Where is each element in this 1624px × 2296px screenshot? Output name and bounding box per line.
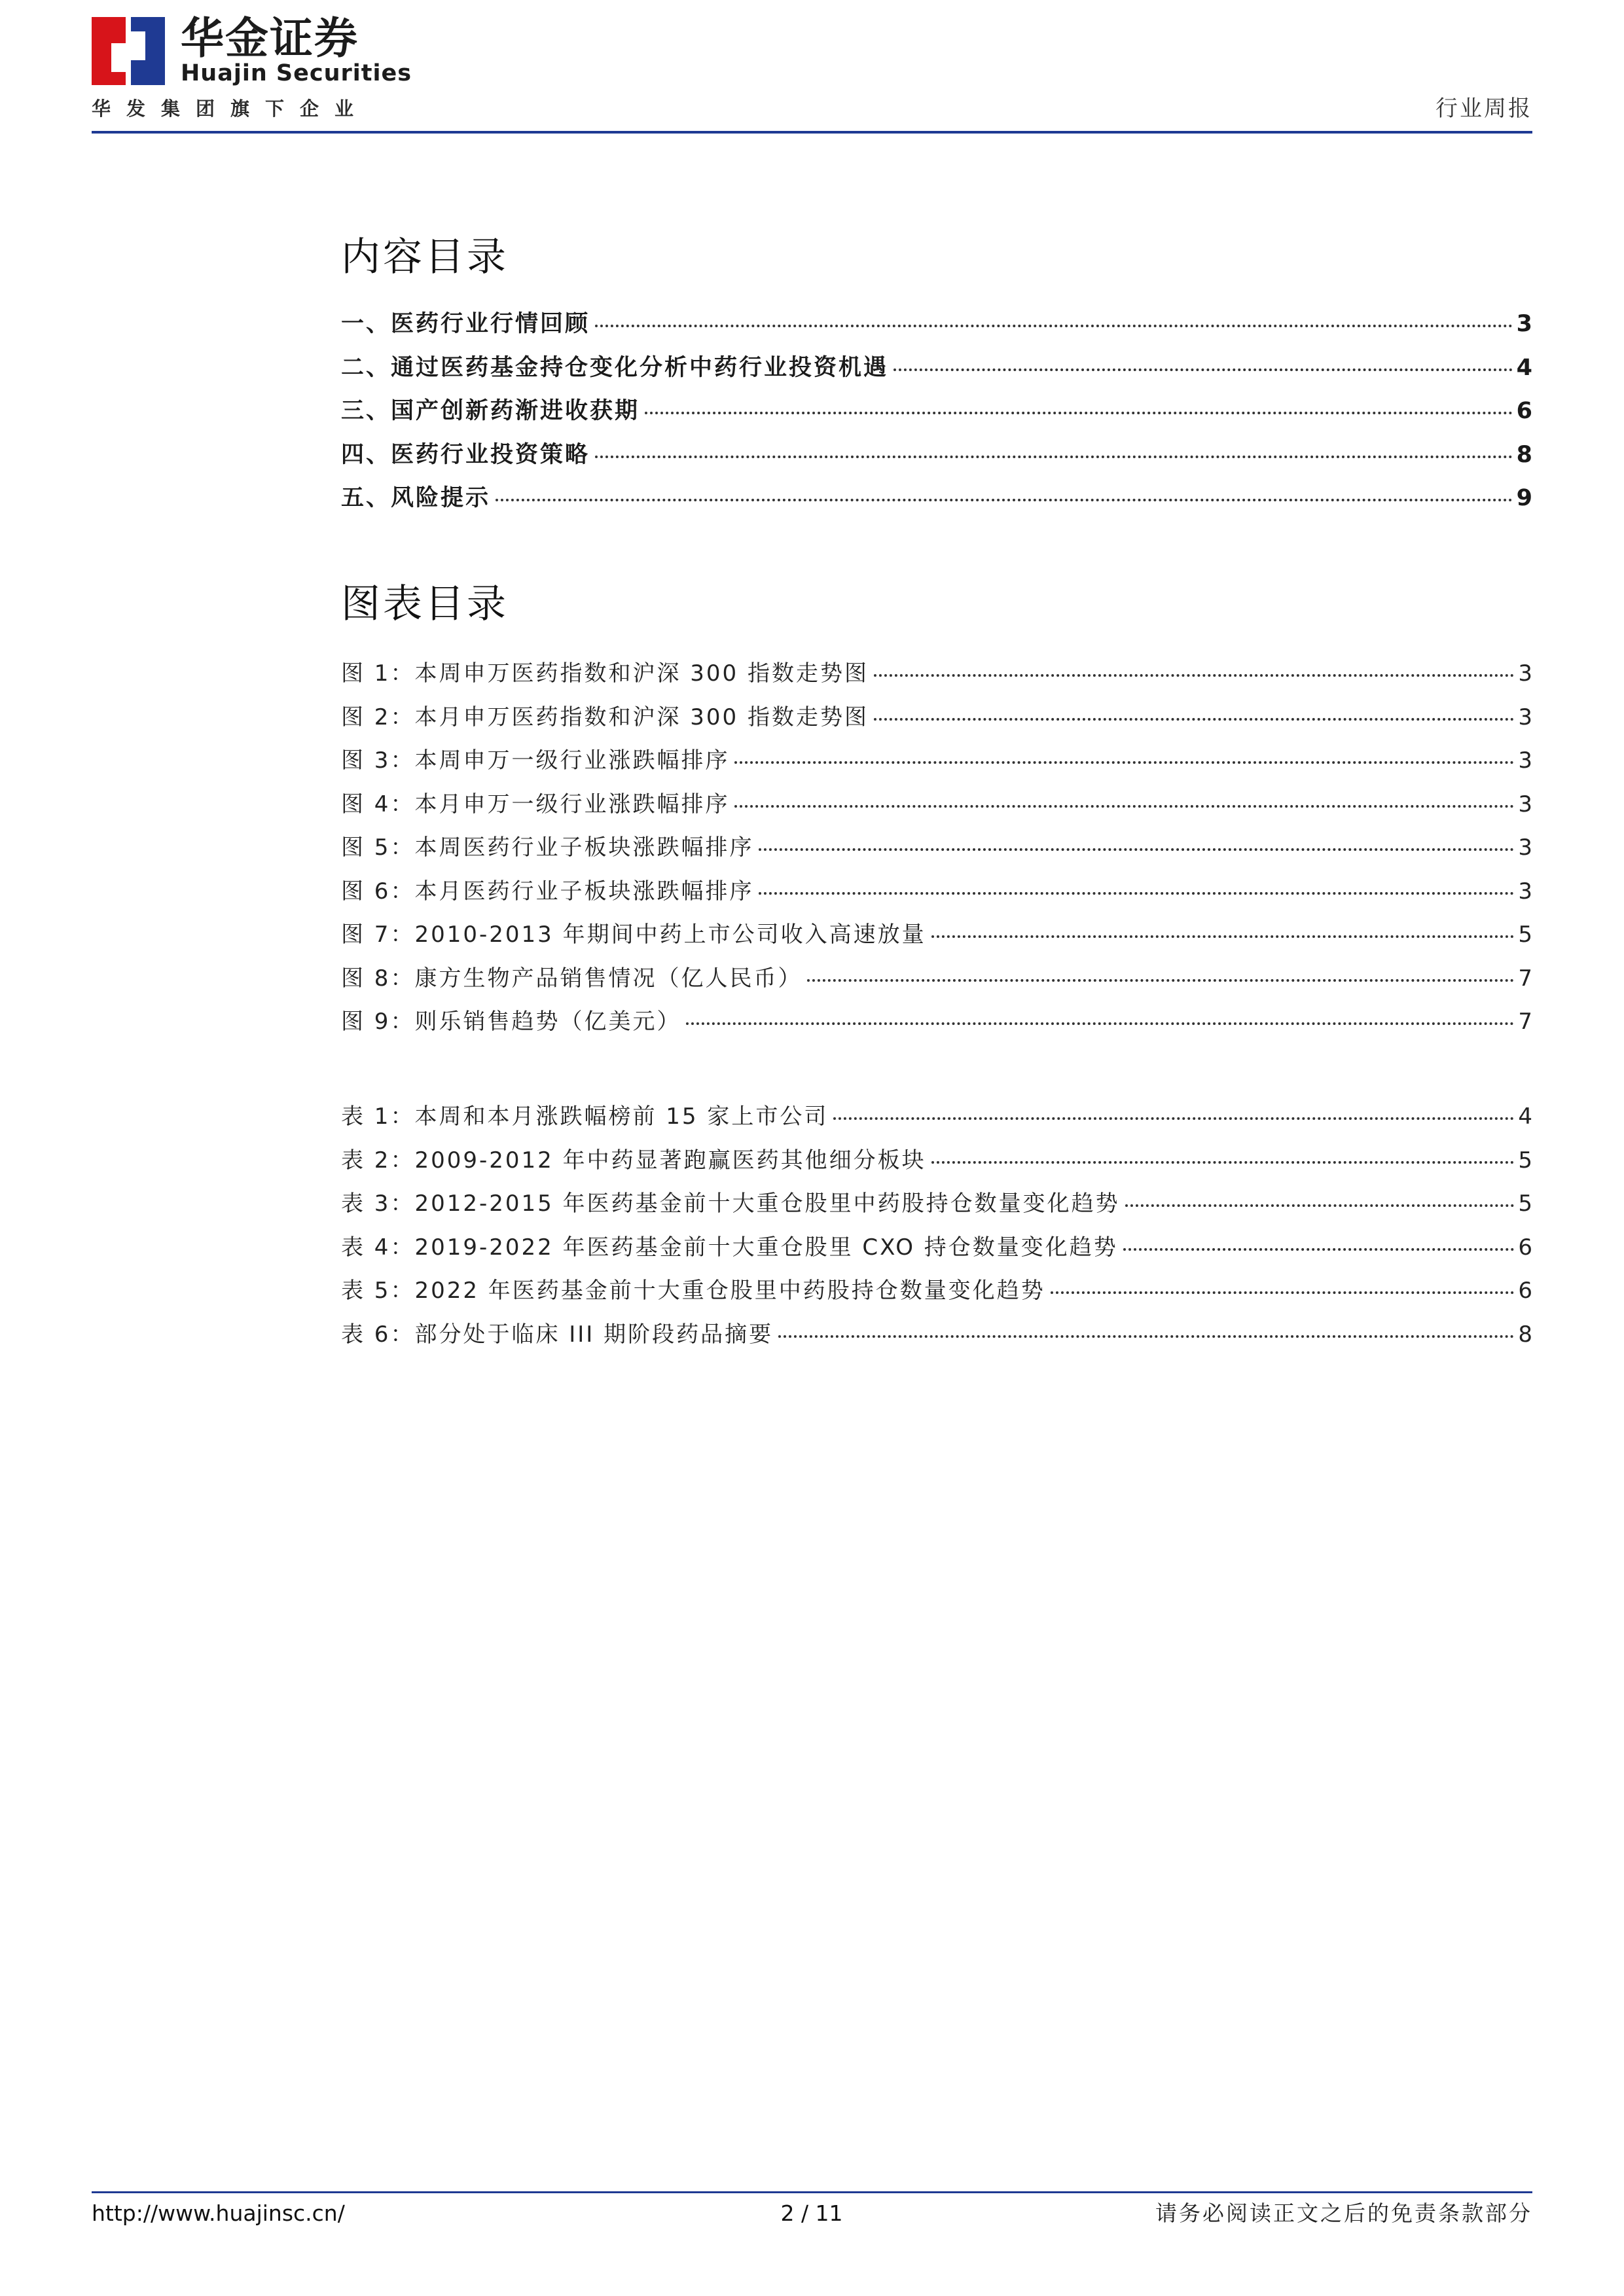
dot-leader bbox=[734, 805, 1514, 808]
figure-entry[interactable] bbox=[341, 701, 1532, 745]
huajin-logo-icon bbox=[92, 17, 165, 85]
footer-url-link[interactable]: http://www.huajinsc.cn/ bbox=[92, 2200, 345, 2226]
dot-leader bbox=[595, 456, 1513, 458]
figure-entry[interactable] bbox=[341, 875, 1532, 919]
entry-label[interactable]: 图 6：本月医药行业子板块涨跌幅排序 bbox=[341, 878, 754, 905]
toc-entry[interactable] bbox=[341, 482, 1532, 526]
entry-label[interactable]: 图 3：本周申万一级行业涨跌幅排序 bbox=[341, 747, 730, 774]
figure-entry[interactable] bbox=[341, 918, 1532, 962]
entry-page-number[interactable]: 3 bbox=[1518, 660, 1532, 687]
entry-page-number[interactable]: 9 bbox=[1516, 485, 1532, 511]
brand-name-en: Huajin Securities bbox=[181, 60, 412, 86]
figure-entry[interactable] bbox=[341, 962, 1532, 1006]
table-entry[interactable] bbox=[341, 1144, 1532, 1188]
entry-label[interactable]: 四、医药行业投资策略 bbox=[341, 441, 590, 468]
dot-leader bbox=[874, 718, 1514, 721]
table-entry[interactable] bbox=[341, 1100, 1532, 1144]
table-entry[interactable] bbox=[341, 1318, 1532, 1362]
entry-label[interactable]: 图 9：则乐销售趋势（亿美元） bbox=[341, 1009, 681, 1035]
dot-leader bbox=[595, 325, 1513, 327]
dot-leader bbox=[931, 935, 1515, 938]
figures-title: 图表目录 bbox=[341, 581, 509, 627]
toc-entry[interactable] bbox=[341, 395, 1532, 439]
entry-page-number[interactable]: 5 bbox=[1518, 1191, 1532, 1217]
entry-label[interactable]: 图 5：本周医药行业子板块涨跌幅排序 bbox=[341, 834, 754, 861]
figure-entry[interactable] bbox=[341, 744, 1532, 788]
entry-page-number[interactable]: 3 bbox=[1518, 747, 1532, 774]
dot-leader bbox=[778, 1335, 1514, 1338]
dot-leader bbox=[893, 368, 1513, 371]
table-entry[interactable] bbox=[341, 1187, 1532, 1231]
header-divider bbox=[92, 131, 1532, 134]
entry-label[interactable]: 一、医药行业行情回顾 bbox=[341, 311, 590, 337]
entry-page-number[interactable]: 3 bbox=[1518, 791, 1532, 817]
entry-label[interactable]: 表 6：部分处于临床 III 期阶段药品摘要 bbox=[341, 1321, 774, 1348]
dot-leader bbox=[1051, 1291, 1515, 1294]
figures-list bbox=[341, 657, 1532, 1049]
dot-leader bbox=[759, 848, 1514, 851]
tables-list bbox=[341, 1100, 1532, 1361]
entry-page-number[interactable]: 7 bbox=[1518, 1009, 1532, 1035]
footer-divider bbox=[92, 2191, 1532, 2193]
entry-label[interactable]: 图 2：本月申万医药指数和沪深 300 指数走势图 bbox=[341, 704, 869, 730]
dot-leader bbox=[833, 1117, 1514, 1120]
dot-leader bbox=[734, 761, 1514, 764]
entry-page-number[interactable]: 3 bbox=[1518, 878, 1532, 905]
entry-page-number[interactable]: 5 bbox=[1518, 922, 1532, 948]
entry-page-number[interactable]: 3 bbox=[1518, 834, 1532, 861]
dot-leader bbox=[931, 1161, 1515, 1164]
dot-leader bbox=[1125, 1204, 1515, 1207]
entry-page-number[interactable]: 5 bbox=[1518, 1147, 1532, 1174]
page-number: 2 / 11 bbox=[780, 2200, 843, 2226]
figure-entry[interactable] bbox=[341, 831, 1532, 875]
entry-page-number[interactable]: 7 bbox=[1518, 965, 1532, 992]
entry-page-number[interactable]: 4 bbox=[1518, 1103, 1532, 1130]
entry-page-number[interactable]: 3 bbox=[1516, 311, 1532, 337]
toc-entry[interactable] bbox=[341, 351, 1532, 395]
toc-list bbox=[341, 308, 1532, 526]
dot-leader bbox=[759, 892, 1514, 895]
entry-label[interactable]: 表 1：本周和本月涨跌幅榜前 15 家上市公司 bbox=[341, 1103, 829, 1130]
figure-entry[interactable] bbox=[341, 788, 1532, 832]
entry-page-number[interactable]: 8 bbox=[1518, 1321, 1532, 1348]
entry-label[interactable]: 表 4：2019-2022 年医药基金前十大重仓股里 CXO 持仓数量变化趋势 bbox=[341, 1234, 1118, 1261]
entry-page-number[interactable]: 6 bbox=[1518, 1278, 1532, 1304]
entry-label[interactable]: 表 5：2022 年医药基金前十大重仓股里中药股持仓数量变化趋势 bbox=[341, 1278, 1045, 1304]
dot-leader bbox=[686, 1022, 1514, 1025]
table-entry[interactable] bbox=[341, 1274, 1532, 1318]
entry-label[interactable]: 表 3：2012-2015 年医药基金前十大重仓股里中药股持仓数量变化趋势 bbox=[341, 1191, 1120, 1217]
figure-entry[interactable] bbox=[341, 1005, 1532, 1049]
dot-leader bbox=[874, 674, 1514, 677]
toc-title: 内容目录 bbox=[341, 234, 509, 280]
entry-label[interactable]: 图 8：康方生物产品销售情况（亿人民币） bbox=[341, 965, 803, 992]
entry-page-number[interactable]: 6 bbox=[1516, 398, 1532, 424]
toc-entry[interactable] bbox=[341, 439, 1532, 482]
entry-label[interactable]: 五、风险提示 bbox=[341, 485, 491, 511]
entry-label[interactable]: 图 7：2010-2013 年期间中药上市公司收入高速放量 bbox=[341, 922, 926, 948]
toc-entry[interactable] bbox=[341, 308, 1532, 351]
entry-page-number[interactable]: 3 bbox=[1518, 704, 1532, 730]
entry-label[interactable]: 表 2：2009-2012 年中药显著跑赢医药其他细分板块 bbox=[341, 1147, 926, 1174]
brand-name-cn: 华金证券 bbox=[181, 13, 359, 63]
dot-leader bbox=[1123, 1248, 1515, 1251]
disclaimer-note: 请务必阅读正文之后的免责条款部分 bbox=[1155, 2200, 1532, 2226]
group-tagline: 华发集团旗下企业 bbox=[92, 98, 370, 120]
report-type: 行业周报 bbox=[1435, 96, 1532, 122]
entry-page-number[interactable]: 6 bbox=[1518, 1234, 1532, 1261]
entry-label[interactable]: 图 4：本月申万一级行业涨跌幅排序 bbox=[341, 791, 730, 817]
entry-label[interactable]: 三、国产创新药渐进收获期 bbox=[341, 398, 640, 424]
dot-leader bbox=[807, 979, 1514, 982]
dot-leader bbox=[645, 412, 1513, 414]
entry-page-number[interactable]: 4 bbox=[1516, 354, 1532, 381]
figure-entry[interactable] bbox=[341, 657, 1532, 701]
entry-label[interactable]: 图 1：本周申万医药指数和沪深 300 指数走势图 bbox=[341, 660, 869, 687]
dot-leader bbox=[496, 499, 1513, 501]
table-entry[interactable] bbox=[341, 1231, 1532, 1275]
entry-page-number[interactable]: 8 bbox=[1516, 441, 1532, 468]
entry-label[interactable]: 二、通过医药基金持仓变化分析中药行业投资机遇 bbox=[341, 354, 889, 381]
